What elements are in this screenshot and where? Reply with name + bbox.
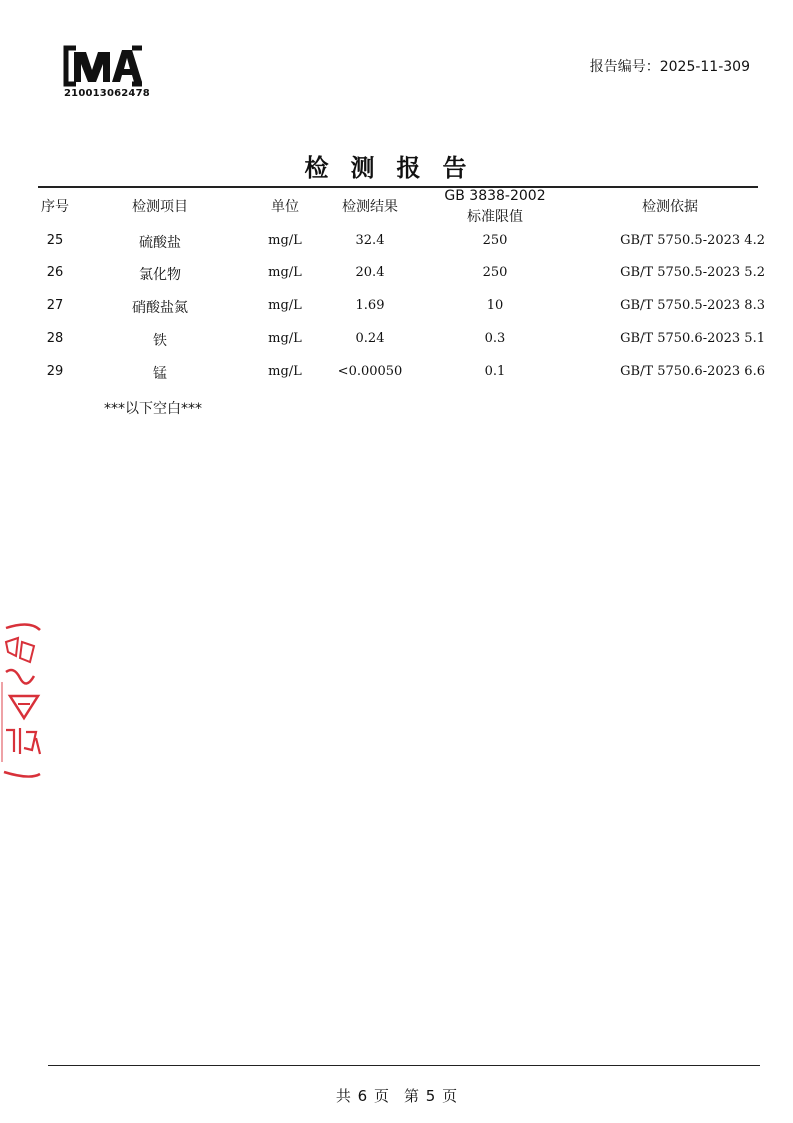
seal-stamp-icon bbox=[0, 622, 44, 782]
column-header-seq: 序号 bbox=[41, 199, 69, 215]
column-header-basis: 检测依据 bbox=[642, 199, 698, 215]
row-item: 锰 bbox=[153, 366, 167, 382]
row-result: 1.69 bbox=[355, 298, 385, 313]
row-result: 0.24 bbox=[355, 331, 385, 346]
row-seq: 28 bbox=[46, 331, 64, 346]
cma-number: 210013062478 bbox=[64, 88, 150, 99]
footer-divider bbox=[48, 1065, 760, 1066]
row-item: 硝酸盐氮 bbox=[132, 300, 188, 316]
row-basis: GB/T 5750.5-2023 4.2 bbox=[620, 233, 765, 248]
row-result: 32.4 bbox=[355, 233, 385, 248]
page-title: 检测报告 bbox=[304, 154, 489, 182]
row-item: 硫酸盐 bbox=[139, 235, 181, 251]
row-item: 氯化物 bbox=[139, 267, 181, 283]
row-limit: 10 bbox=[486, 298, 504, 313]
row-limit: 250 bbox=[482, 233, 508, 248]
row-basis: GB/T 5750.6-2023 6.6 bbox=[620, 364, 765, 379]
row-seq: 27 bbox=[46, 298, 64, 313]
row-limit: 0.1 bbox=[484, 364, 506, 379]
row-unit: mg/L bbox=[268, 298, 302, 313]
row-unit: mg/L bbox=[268, 265, 302, 280]
report-number: 报告编号：2025-11-309 bbox=[589, 59, 750, 75]
row-seq: 26 bbox=[46, 265, 64, 280]
row-seq: 25 bbox=[46, 233, 64, 248]
column-header-item: 检测项目 bbox=[132, 199, 188, 215]
row-item: 铁 bbox=[153, 333, 167, 349]
row-basis: GB/T 5750.6-2023 5.1 bbox=[620, 331, 765, 346]
row-result: 20.4 bbox=[355, 265, 385, 280]
column-header-unit: 单位 bbox=[271, 199, 299, 215]
row-basis: GB/T 5750.5-2023 8.3 bbox=[620, 298, 765, 313]
blank-note: ***以下空白*** bbox=[104, 401, 202, 417]
row-basis: GB/T 5750.5-2023 5.2 bbox=[620, 265, 765, 280]
row-limit: 0.3 bbox=[484, 331, 506, 346]
row-unit: mg/L bbox=[268, 331, 302, 346]
title-divider bbox=[38, 186, 758, 188]
cma-logo bbox=[62, 44, 146, 88]
row-seq: 29 bbox=[46, 364, 64, 379]
row-unit: mg/L bbox=[268, 233, 302, 248]
column-header-result: 检测结果 bbox=[342, 199, 398, 215]
column-header-limit: 标准限值 bbox=[467, 209, 523, 225]
column-header-standard: GB 3838-2002 bbox=[444, 188, 546, 204]
row-limit: 250 bbox=[482, 265, 508, 280]
page-footer: 共 6 页 第 5 页 bbox=[335, 1087, 458, 1105]
row-result: <0.00050 bbox=[337, 364, 403, 379]
row-unit: mg/L bbox=[268, 364, 302, 379]
